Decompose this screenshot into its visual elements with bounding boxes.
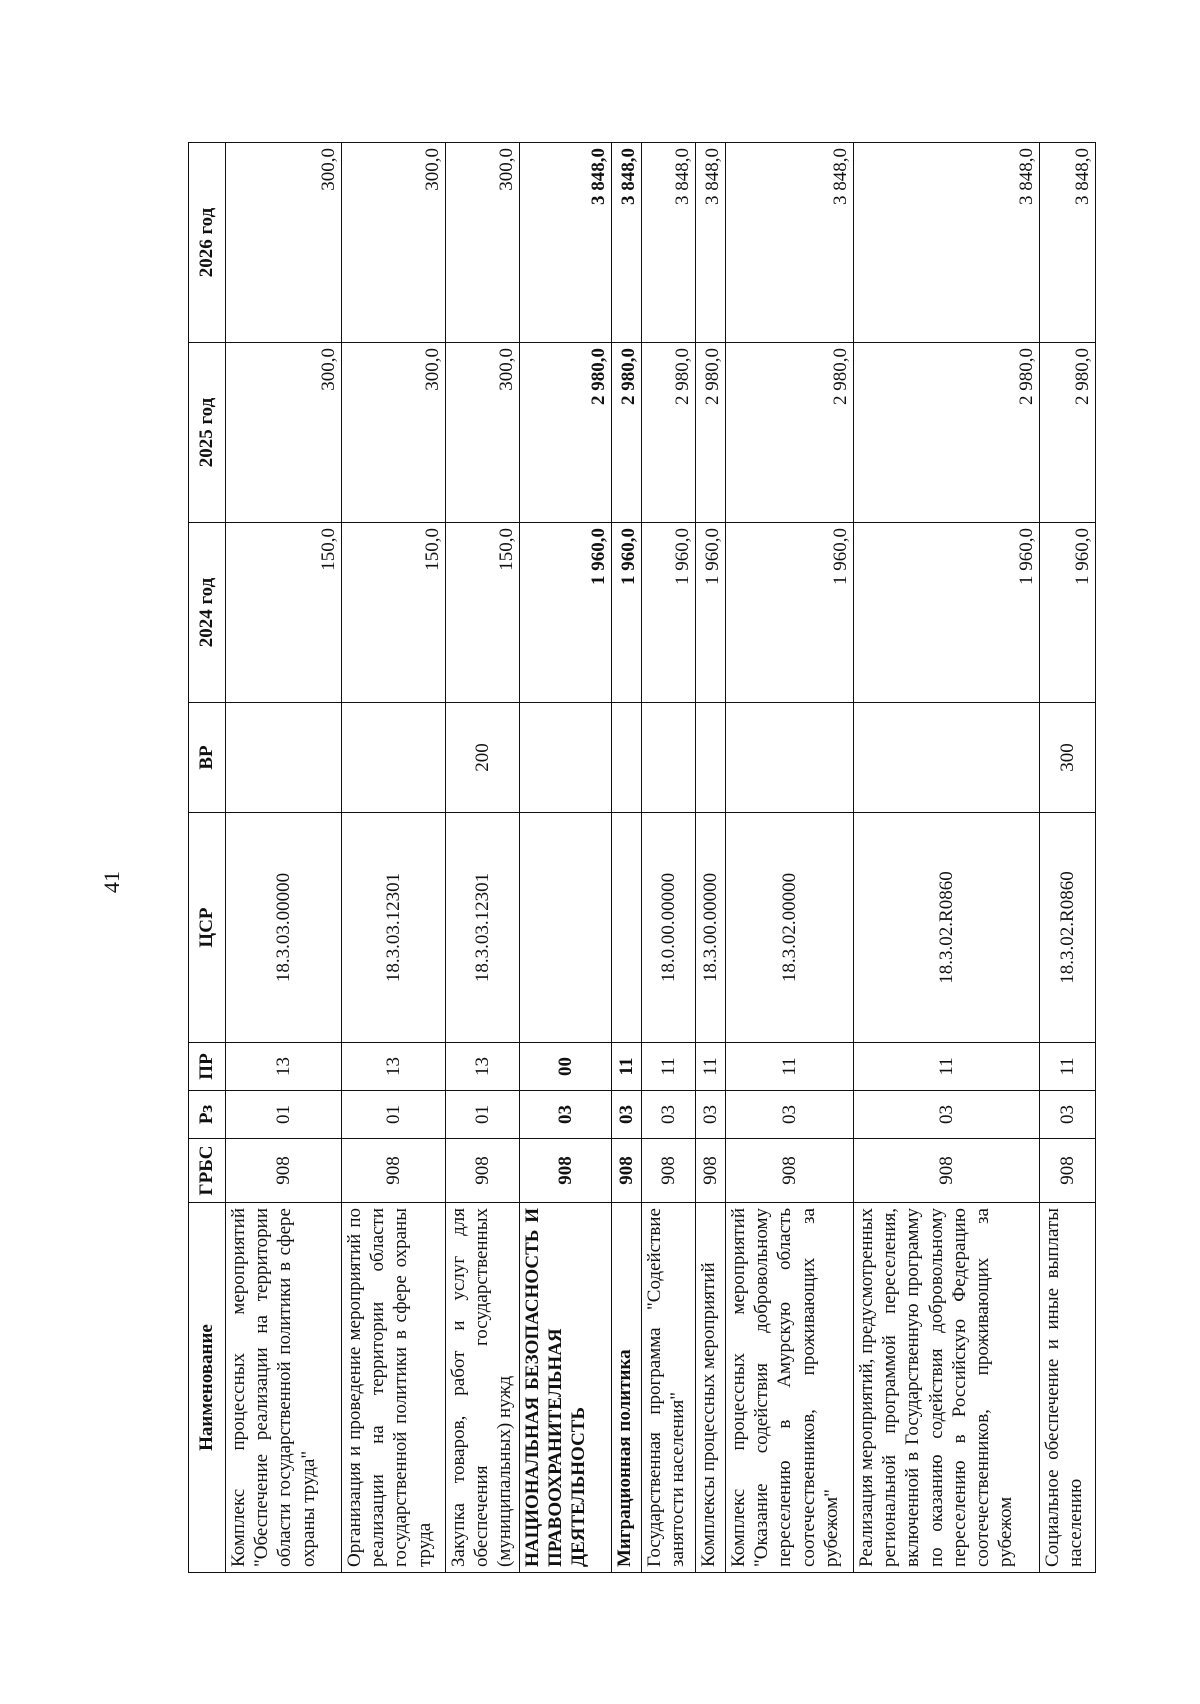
- cell-name: Миграционная политика: [612, 1203, 642, 1573]
- header-grbs: ГРБС: [189, 1139, 226, 1203]
- cell-pr: 11: [612, 1043, 642, 1091]
- cell-name: Закупка товаров, работ и услуг для обеспечения государственных (муниципальных) нужд: [446, 1203, 520, 1573]
- table-row: [854, 143, 1040, 1573]
- cell-pr: 11: [1040, 1043, 1096, 1091]
- cell-csr: 18.3.03.12301: [342, 813, 446, 1043]
- cell-pr: 13: [226, 1043, 342, 1091]
- cell-grbs: 908: [446, 1139, 520, 1203]
- cell-rz: 01: [446, 1091, 520, 1139]
- cell-pr: 11: [726, 1043, 854, 1091]
- header-row: [189, 143, 226, 1573]
- cell-grbs: 908: [1040, 1139, 1096, 1203]
- header-2026: 2026 год: [189, 143, 226, 343]
- cell-name: Организация и проведение мероприятий по реализации на территории области государственной политики в сфере охраны труда: [342, 1203, 446, 1573]
- cell-2026: 3 848,0: [612, 143, 642, 343]
- cell-name: Реализация мероприятий, предусмотренных региональной программой переселения, включенной в Государственную программу по оказанию содействия добровольному переселению в Российскую Федерацию соотечественников, проживающих за рубежом: [854, 1203, 1040, 1573]
- table-row: [1040, 143, 1096, 1573]
- cell-2025: 2 980,0: [726, 343, 854, 523]
- cell-pr: 11: [696, 1043, 726, 1091]
- cell-rz: 03: [612, 1091, 642, 1139]
- cell-rz: 03: [1040, 1091, 1096, 1139]
- cell-csr: 18.3.00.00000: [696, 813, 726, 1043]
- cell-grbs: 908: [726, 1139, 854, 1203]
- cell-csr: 18.0.00.00000: [642, 813, 696, 1043]
- cell-2025: 300,0: [226, 343, 342, 523]
- cell-2024: 150,0: [446, 523, 520, 703]
- cell-grbs: 908: [642, 1139, 696, 1203]
- cell-vr: [854, 703, 1040, 813]
- table-row: [612, 143, 642, 1573]
- cell-2026: 3 848,0: [520, 143, 612, 343]
- cell-name: Социальное обеспечение и иные выплаты населению: [1040, 1203, 1096, 1573]
- cell-name: Комплекс процессных мероприятий "Обеспечение реализации на территории области государственной политики в сфере охраны труда": [226, 1203, 342, 1573]
- rotated-table-container: [188, 143, 1093, 1573]
- cell-pr: 13: [342, 1043, 446, 1091]
- cell-name: Комплекс процессных мероприятий "Оказание содействия добровольному переселению в Амурскую область соотечественников, проживающих за рубежом": [726, 1203, 854, 1573]
- cell-rz: 03: [696, 1091, 726, 1139]
- cell-2024: 1 960,0: [520, 523, 612, 703]
- cell-name: Комплексы процессных мероприятий: [696, 1203, 726, 1573]
- cell-name: Государственная программа "Содействие занятости населения": [642, 1203, 696, 1573]
- cell-vr: [726, 703, 854, 813]
- header-2025: 2025 год: [189, 343, 226, 523]
- cell-vr: [226, 703, 342, 813]
- cell-vr: 200: [446, 703, 520, 813]
- cell-rz: 03: [854, 1091, 1040, 1139]
- table-row: [446, 143, 520, 1573]
- table-row: [520, 143, 612, 1573]
- cell-2025: 300,0: [342, 343, 446, 523]
- page-number: 41: [99, 871, 124, 893]
- cell-vr: [520, 703, 612, 813]
- cell-grbs: 908: [854, 1139, 1040, 1203]
- cell-vr: [642, 703, 696, 813]
- header-name: Наименование: [189, 1203, 226, 1573]
- cell-2026: 3 848,0: [726, 143, 854, 343]
- cell-2025: 300,0: [446, 343, 520, 523]
- cell-csr: 18.3.03.00000: [226, 813, 342, 1043]
- budget-table: [188, 142, 1096, 1573]
- header-2024: 2024 год: [189, 523, 226, 703]
- cell-rz: 01: [226, 1091, 342, 1139]
- cell-grbs: 908: [342, 1139, 446, 1203]
- cell-2024: 1 960,0: [642, 523, 696, 703]
- table-row: [696, 143, 726, 1573]
- cell-2026: 300,0: [342, 143, 446, 343]
- cell-2026: 3 848,0: [854, 143, 1040, 343]
- cell-csr: [520, 813, 612, 1043]
- cell-grbs: 908: [226, 1139, 342, 1203]
- cell-2026: 3 848,0: [696, 143, 726, 343]
- cell-2025: 2 980,0: [612, 343, 642, 523]
- cell-vr: [696, 703, 726, 813]
- table-body: [226, 143, 1096, 1573]
- cell-vr: 300: [1040, 703, 1096, 813]
- cell-name: НАЦИОНАЛЬНАЯ БЕЗОПАСНОСТЬ И ПРАВООХРАНИТЕЛЬНАЯ ДЕЯТЕЛЬНОСТЬ: [520, 1203, 612, 1573]
- cell-csr: 18.3.02.R0860: [854, 813, 1040, 1043]
- cell-grbs: 908: [612, 1139, 642, 1203]
- cell-2024: 150,0: [342, 523, 446, 703]
- cell-2026: 3 848,0: [642, 143, 696, 343]
- table-row: [642, 143, 696, 1573]
- cell-rz: 03: [726, 1091, 854, 1139]
- cell-csr: 18.3.03.12301: [446, 813, 520, 1043]
- cell-rz: 03: [642, 1091, 696, 1139]
- table-row: [342, 143, 446, 1573]
- cell-grbs: 908: [520, 1139, 612, 1203]
- cell-2025: 2 980,0: [642, 343, 696, 523]
- cell-pr: 00: [520, 1043, 612, 1091]
- cell-pr: 11: [642, 1043, 696, 1091]
- cell-2024: 1 960,0: [612, 523, 642, 703]
- cell-2024: 1 960,0: [1040, 523, 1096, 703]
- cell-rz: 01: [342, 1091, 446, 1139]
- cell-csr: 18.3.02.00000: [726, 813, 854, 1043]
- cell-2026: 300,0: [226, 143, 342, 343]
- table-row: [226, 143, 342, 1573]
- cell-2025: 2 980,0: [854, 343, 1040, 523]
- cell-2024: 1 960,0: [726, 523, 854, 703]
- cell-rz: 03: [520, 1091, 612, 1139]
- header-vr: ВР: [189, 703, 226, 813]
- header-csr: ЦСР: [189, 813, 226, 1043]
- cell-2024: 1 960,0: [696, 523, 726, 703]
- header-rz: Рз: [189, 1091, 226, 1139]
- header-pr: ПР: [189, 1043, 226, 1091]
- cell-pr: 13: [446, 1043, 520, 1091]
- cell-vr: [342, 703, 446, 813]
- table-row: [726, 143, 854, 1573]
- cell-pr: 11: [854, 1043, 1040, 1091]
- cell-csr: 18.3.02.R0860: [1040, 813, 1096, 1043]
- cell-2025: 2 980,0: [520, 343, 612, 523]
- cell-2025: 2 980,0: [696, 343, 726, 523]
- cell-vr: [612, 703, 642, 813]
- cell-2026: 3 848,0: [1040, 143, 1096, 343]
- cell-2025: 2 980,0: [1040, 343, 1096, 523]
- cell-2024: 1 960,0: [854, 523, 1040, 703]
- cell-2026: 300,0: [446, 143, 520, 343]
- cell-2024: 150,0: [226, 523, 342, 703]
- cell-csr: [612, 813, 642, 1043]
- cell-grbs: 908: [696, 1139, 726, 1203]
